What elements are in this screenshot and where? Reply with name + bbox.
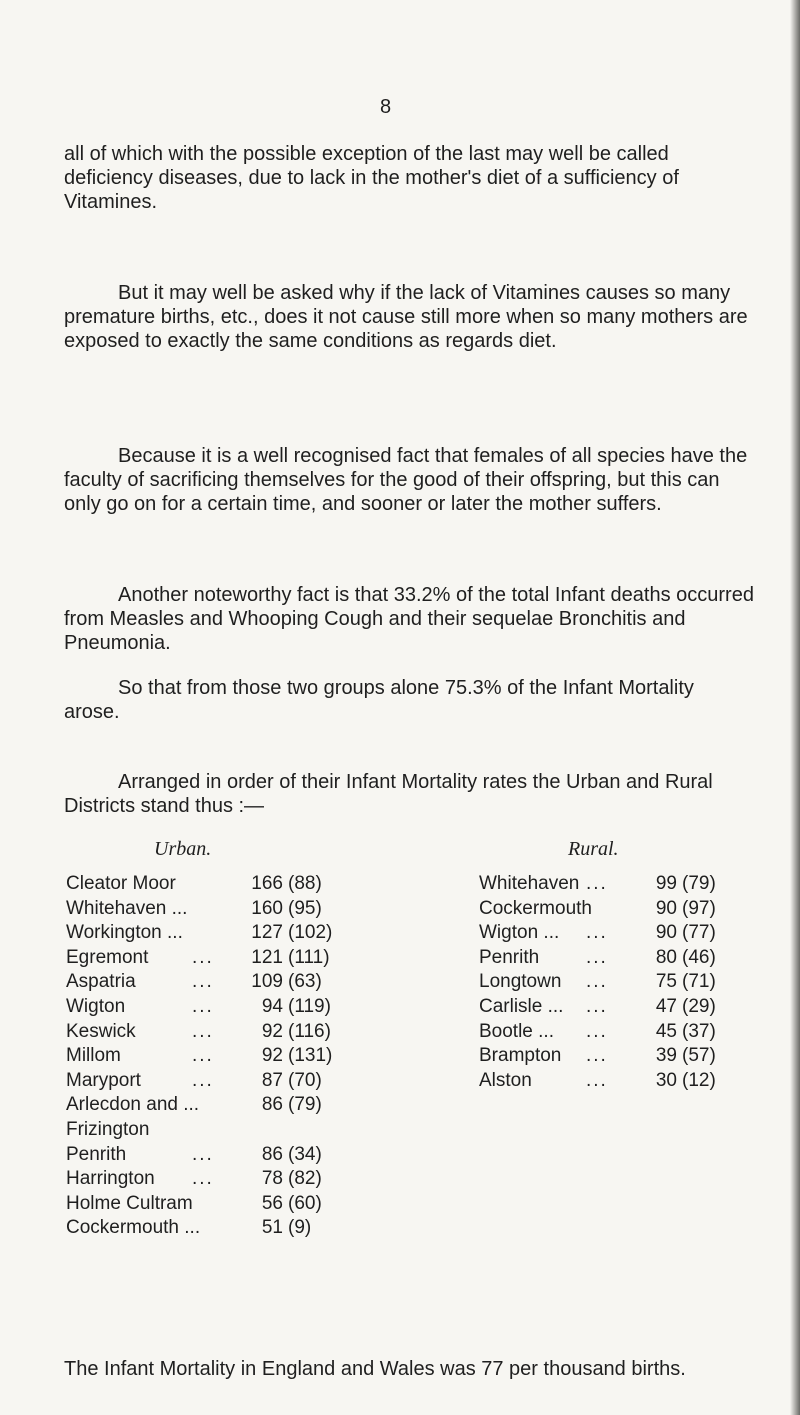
urban-prev-rate: (79) [288, 1094, 322, 1116]
rural-district-name: Wigton ... [479, 922, 560, 944]
urban-rate: 87 [261, 1069, 283, 1091]
urban-district-name: Harrington [66, 1168, 155, 1190]
rural-leader-dots: ... [586, 971, 608, 993]
urban-prev-rate: (34) [288, 1143, 322, 1165]
rural-rate: 47 [655, 996, 677, 1017]
urban-prev-rate: (116) [288, 1020, 331, 1042]
rural-prev-rate: (97) [682, 897, 716, 919]
rural-leader-dots: ... [586, 873, 608, 894]
paragraph-5: So that from those two groups alone 75.3% of the Infant Mortality arose. [64, 677, 694, 723]
rural-rate: 30 [655, 1069, 677, 1091]
table-row [0, 921, 800, 945]
rural-rate: 39 [655, 1045, 677, 1067]
paragraph-3: Because it is a well recognised fact that females of all species have the faculty of sacrificing themselves for the good of their offspring, but this can only go on for a certain time, and sooner or later the mother suffers. [64, 445, 748, 515]
rural-district-name: Carlisle ... [479, 996, 564, 1017]
table-row [0, 1020, 800, 1044]
urban-district-name: Frizington [66, 1119, 150, 1140]
urban-district-name: Arlecdon and ... [66, 1094, 200, 1116]
table-row [0, 897, 800, 921]
rural-prev-rate: (71) [682, 971, 716, 993]
urban-rate: 94 [261, 996, 283, 1017]
urban-district-name: Holme Cultram [66, 1192, 193, 1214]
urban-rate: 127 [251, 922, 283, 944]
urban-district-name: Cockermouth ... [66, 1217, 201, 1239]
urban-leader-dots: ... [192, 946, 214, 968]
rural-district-name: Whitehaven [479, 873, 580, 894]
urban-prev-rate: (95) [288, 897, 322, 919]
urban-rate: 56 [261, 1192, 283, 1214]
table-row [0, 1118, 800, 1142]
rural-leader-dots: ... [586, 996, 608, 1017]
urban-rate: 109 [251, 971, 283, 993]
rural-leader-dots: ... [586, 946, 608, 968]
rural-leader-dots: ... [586, 1020, 608, 1042]
urban-rate: 160 [251, 897, 283, 919]
rural-district-name: Alston [479, 1069, 532, 1091]
urban-leader-dots: ... [192, 1069, 214, 1091]
table-row [0, 946, 800, 970]
rural-leader-dots: ... [586, 1069, 608, 1091]
paragraph-1: all of which with the possible exception of the last may well be called deficiency diseases, due to lack in the mother's diet of a sufficiency of Vitamines. [64, 143, 679, 213]
urban-rate: 92 [261, 1020, 283, 1042]
rural-rate: 45 [655, 1020, 677, 1042]
rural-rate: 75 [655, 971, 677, 993]
rural-rate: 90 [655, 897, 677, 919]
paragraph-4: Another noteworthy fact is that 33.2% of the total Infant deaths occurred from Measles and Whooping Cough and their sequelae Bronchitis and Pneumonia. [64, 584, 754, 654]
urban-prev-rate: (131) [288, 1045, 333, 1067]
urban-district-name: Millom [66, 1045, 121, 1067]
page-edge-shadow [790, 0, 800, 1415]
urban-rate: 92 [261, 1045, 283, 1067]
urban-rate: 166 [251, 873, 283, 894]
urban-district-name: Penrith [66, 1143, 127, 1165]
urban-rate: 86 [261, 1094, 283, 1116]
urban-prev-rate: (111) [288, 946, 330, 968]
rural-district-name: Penrith [479, 946, 540, 968]
rural-prev-rate: (77) [682, 922, 716, 944]
paragraph-2: But it may well be asked why if the lack of Vitamines causes so many premature births, etc., does it not cause still more when so many mothers are exposed to exactly the same conditions as regards diet. [64, 282, 748, 352]
page-number: 8 [380, 96, 392, 118]
rural-prev-rate: (12) [682, 1069, 716, 1091]
urban-district-name: Maryport [66, 1069, 141, 1091]
table-row [0, 1167, 800, 1191]
urban-prev-rate: (82) [288, 1168, 322, 1190]
table-row [0, 1093, 800, 1117]
rural-leader-dots: ... [586, 922, 608, 944]
table-row [0, 1044, 800, 1068]
urban-district-name: Keswick [66, 1020, 136, 1042]
urban-prev-rate: (119) [288, 996, 331, 1017]
rural-district-name: Cockermouth [479, 897, 592, 919]
urban-leader-dots: ... [192, 1020, 214, 1042]
urban-prev-rate: (102) [288, 922, 333, 944]
urban-district-name: Wigton [66, 996, 126, 1017]
rural-rate: 80 [655, 946, 677, 968]
rural-prev-rate: (37) [682, 1020, 716, 1042]
urban-leader-dots: ... [192, 996, 214, 1017]
urban-district-name: Aspatria [66, 971, 136, 993]
paragraph-6: Arranged in order of their Infant Mortality rates the Urban and Rural Districts stand thus :— [64, 771, 713, 817]
urban-district-name: Whitehaven ... [66, 897, 188, 919]
urban-prev-rate: (88) [288, 873, 322, 894]
urban-prev-rate: (63) [288, 971, 322, 993]
rural-prev-rate: (79) [682, 873, 716, 894]
urban-district-name: Egremont [66, 946, 149, 968]
table-row [0, 1143, 800, 1167]
table-row [0, 1069, 800, 1093]
rural-prev-rate: (29) [682, 996, 716, 1017]
urban-district-name: Cleator Moor [66, 873, 176, 894]
rural-district-name: Longtown [479, 971, 562, 993]
urban-prev-rate: (70) [288, 1069, 322, 1091]
rural-rate: 99 [655, 873, 677, 894]
urban-leader-dots: ... [192, 1143, 214, 1165]
urban-rate: 86 [261, 1143, 283, 1165]
rural-prev-rate: (46) [682, 946, 716, 968]
urban-leader-dots: ... [192, 1045, 214, 1067]
table-row [0, 1216, 800, 1240]
urban-heading: Urban. [154, 838, 212, 860]
urban-prev-rate: (9) [288, 1217, 312, 1239]
urban-leader-dots: ... [192, 971, 214, 993]
footer-note: The Infant Mortality in England and Wales was 77 per thousand births. [64, 1358, 686, 1380]
rural-district-name: Bootle ... [479, 1020, 554, 1042]
rural-rate: 90 [655, 922, 677, 944]
table-row [0, 872, 800, 896]
urban-prev-rate: (60) [288, 1192, 322, 1214]
rural-district-name: Brampton [479, 1045, 562, 1067]
table-row [0, 970, 800, 994]
urban-rate: 121 [251, 946, 283, 968]
rural-heading: Rural. [568, 838, 619, 860]
table-row [0, 1192, 800, 1216]
urban-rate: 51 [261, 1217, 283, 1239]
urban-district-name: Workington ... [66, 922, 183, 944]
urban-leader-dots: ... [192, 1168, 214, 1190]
rural-prev-rate: (57) [682, 1045, 716, 1067]
rural-leader-dots: ... [586, 1045, 608, 1067]
table-row [0, 995, 800, 1019]
urban-rate: 78 [261, 1168, 283, 1190]
